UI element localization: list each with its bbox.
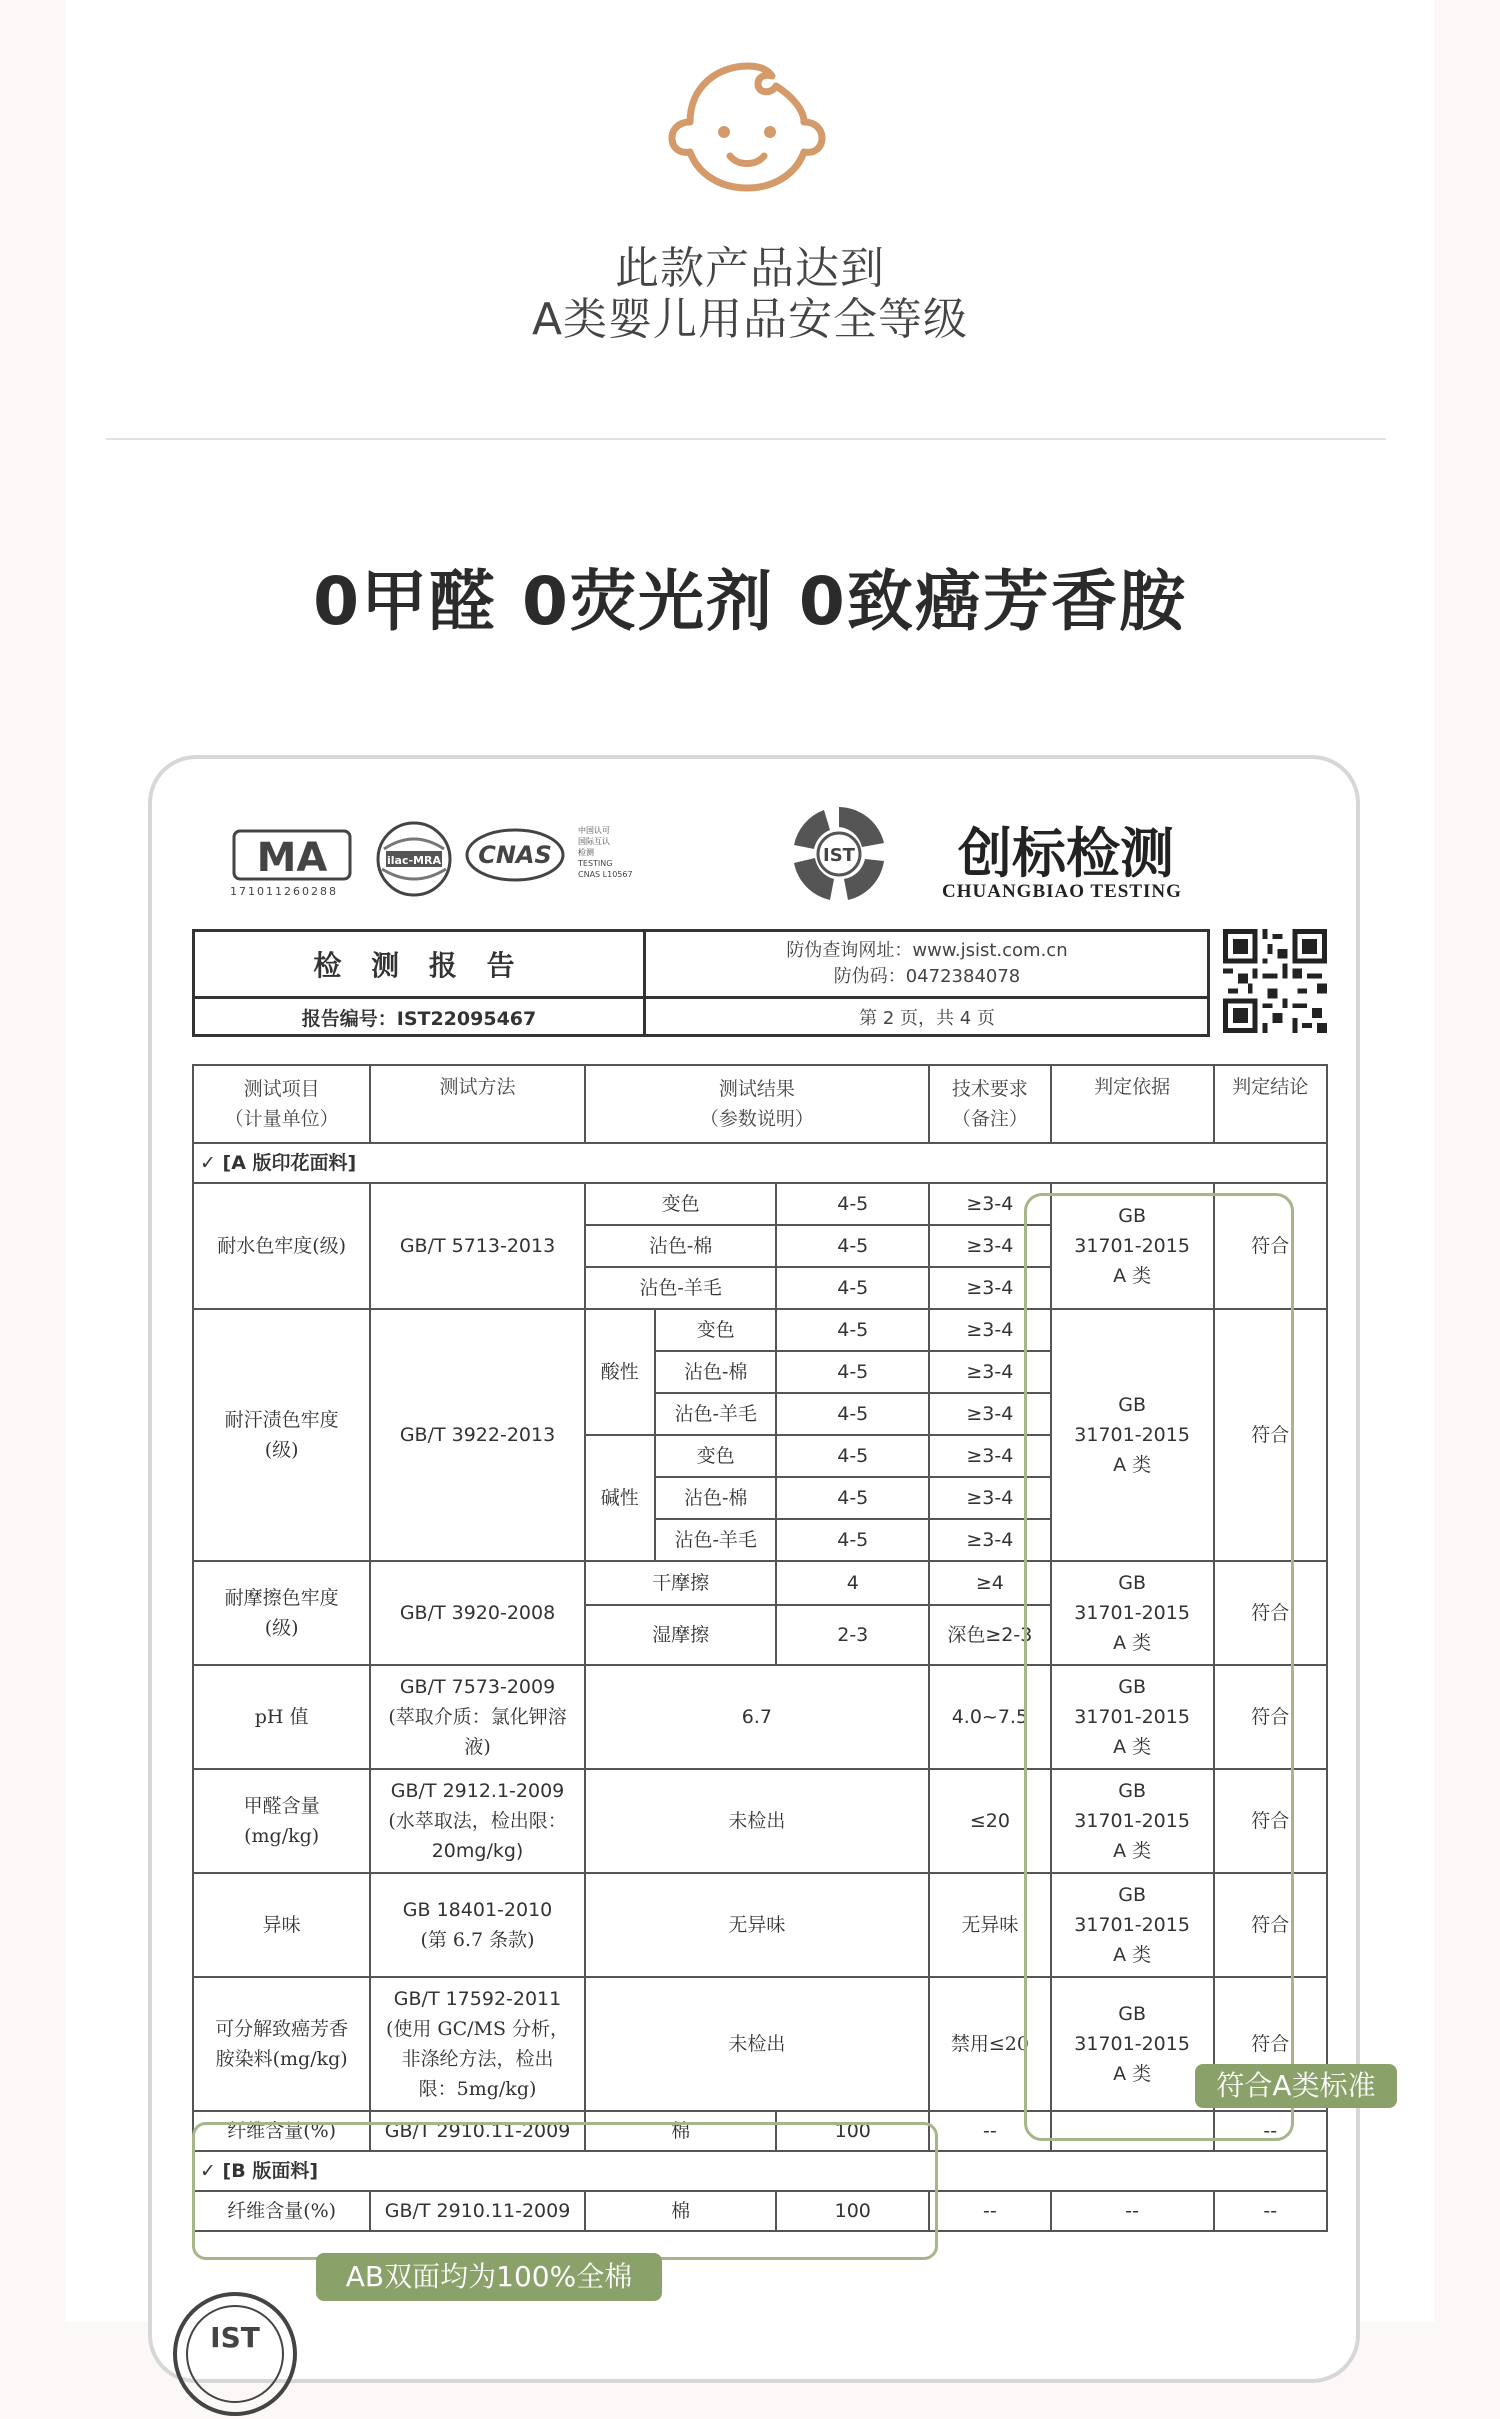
requirement-cell: ≥3-4 [929, 1477, 1051, 1519]
method-line: GB/T 17592-2011 [393, 1988, 562, 2010]
method-line: GB 18401-2010 [402, 1899, 553, 1921]
item-line: 耐汗渍色牢度 [224, 1409, 339, 1431]
method-line: 非涤纶方法，检出 [401, 2048, 554, 2070]
table-row [193, 1561, 1327, 1605]
method-odor [370, 1873, 584, 1977]
method-line: 限：5mg/kg) [418, 2078, 537, 2100]
method-line: (水萃取法，检出限： [388, 1810, 567, 1832]
item-formaldehyde [193, 1769, 370, 1873]
ist-seal-icon [170, 2289, 300, 2419]
requirement-aromatic-amine: 禁用≤20 [929, 1977, 1051, 2111]
requirement-fiber-b: -- [929, 2191, 1051, 2231]
page-canvas [66, 0, 1434, 2354]
cnas-logo-icon [464, 827, 566, 883]
slogan-heading: 0甲醛 0荧光剂 0致癌芳香胺 [313, 563, 1187, 640]
item-line: 甲醛含量 [243, 1795, 320, 1817]
basis-line: GB [1118, 2003, 1146, 2025]
table-row [193, 1977, 1327, 2111]
table-row [193, 2111, 1327, 2151]
header-cell: 判定依据 [1051, 1065, 1214, 1143]
item-line: (级) [264, 1439, 299, 1461]
header-cell-line: （参数说明） [699, 1108, 814, 1130]
cnas-note-line: CNAS L10567 [578, 870, 633, 879]
value-cell: 4-5 [776, 1519, 929, 1561]
basis-line: GB [1118, 1394, 1146, 1416]
item-fiber-a: 纤维含量(%) [193, 2111, 370, 2151]
section-label-b: ✓ [B 版面料] [193, 2151, 1327, 2191]
method-rub-fastness: GB/T 3920-2008 [370, 1561, 584, 1665]
value-cell: 4 [776, 1561, 929, 1605]
param-cell: 沾色-棉 [585, 1225, 777, 1267]
basis-line: A 类 [1113, 1454, 1152, 1476]
table-row [193, 1309, 1327, 1351]
basis-line: 31701-2015 [1074, 1810, 1190, 1832]
report-title: 检 测 报 告 [313, 949, 525, 982]
result-aromatic-amine: 未检出 [585, 1977, 929, 2111]
method-sweat-fastness: GB/T 3922-2013 [370, 1309, 584, 1561]
hero-title-line2: A类婴儿用品安全等级 [531, 294, 969, 345]
method-line: (第 6.7 条款) [420, 1929, 535, 1951]
conclusion-cell: 符合 [1214, 1183, 1327, 1309]
requirement-cell: ≥3-4 [929, 1435, 1051, 1477]
page-info: 第 2 页，共 4 页 [859, 1008, 995, 1029]
item-aromatic-amine [193, 1977, 370, 2111]
cnas-note-line: TESTING [578, 859, 613, 868]
conclusion-cell: 符合 [1214, 1309, 1327, 1561]
item-line: 可分解致癌芳香 [215, 2018, 349, 2040]
conclusion-fiber-b: -- [1214, 2191, 1327, 2231]
method-fiber-a: GB/T 2910.11-2009 [370, 2111, 584, 2151]
hero-title-line1: 此款产品达到 [615, 243, 885, 294]
param-fiber-b: 棉 [585, 2191, 777, 2231]
conclusion-cell: 符合 [1214, 1665, 1327, 1769]
qr-code-icon[interactable] [1223, 929, 1327, 1033]
param-cell: 沾色-羊毛 [655, 1519, 777, 1561]
conclusion-cell: 符合 [1214, 1977, 1327, 2111]
basis-cell [1051, 1977, 1214, 2111]
header-cell [929, 1065, 1051, 1143]
requirement-cell: ≥3-4 [929, 1393, 1051, 1435]
requirement-cell: ≥3-4 [929, 1183, 1051, 1225]
basis-line: 31701-2015 [1074, 1235, 1190, 1257]
item-line: 胺染料(mg/kg) [215, 2048, 348, 2070]
param-cell: 沾色-羊毛 [655, 1393, 777, 1435]
param-cell: 变色 [585, 1183, 777, 1225]
basis-line: 31701-2015 [1074, 2033, 1190, 2055]
table-row [193, 1665, 1327, 1769]
item-water-fastness: 耐水色牢度(级) [193, 1183, 370, 1309]
section-row-b [193, 2151, 1327, 2191]
result-formaldehyde: 未检出 [585, 1769, 929, 1873]
param-cell: 沾色-羊毛 [585, 1267, 777, 1309]
baby-face-icon [660, 52, 832, 196]
cnas-note-line: 中国认可 [578, 826, 610, 835]
ilac-mra-logo-icon [374, 819, 454, 899]
basis-line: A 类 [1113, 1632, 1152, 1654]
item-line: (mg/kg) [244, 1825, 320, 1847]
table-row [193, 1873, 1327, 1977]
method-line: GB/T 2912.1-2009 [390, 1780, 565, 1802]
basis-line: GB [1118, 1205, 1146, 1227]
param-cell: 沾色-棉 [655, 1351, 777, 1393]
header-divider [643, 932, 646, 1034]
ab-cotton-badge: AB双面均为100%全棉 [316, 2253, 662, 2301]
basis-line: A 类 [1113, 1265, 1152, 1287]
method-line: (使用 GC/MS 分析， [385, 2018, 570, 2040]
basis-fiber-b: -- [1051, 2191, 1214, 2231]
value-fiber-a: 100 [776, 2111, 929, 2151]
value-cell: 4-5 [776, 1435, 929, 1477]
anti-fake-code: 防伪码：0472384078 [833, 966, 1021, 987]
value-cell: 2-3 [776, 1605, 929, 1665]
table-row [193, 1183, 1327, 1225]
basis-cell [1051, 1183, 1214, 1309]
test-report-card [148, 755, 1376, 2383]
seal-text: IST [210, 2321, 260, 2354]
method-water-fastness: GB/T 5713-2013 [370, 1183, 584, 1309]
param-cell: 湿摩擦 [585, 1605, 777, 1665]
value-cell: 4-5 [776, 1393, 929, 1435]
value-cell: 4-5 [776, 1309, 929, 1351]
requirement-fiber-a: -- [929, 2111, 1051, 2151]
table-row [193, 1769, 1327, 1873]
method-line: 20mg/kg) [431, 1840, 524, 1862]
section-divider [106, 438, 1386, 440]
value-cell: 4-5 [776, 1183, 929, 1225]
method-fiber-b: GB/T 2910.11-2009 [370, 2191, 584, 2231]
basis-line: 31701-2015 [1074, 1914, 1190, 1936]
brand-name: 创标检测 [958, 821, 1174, 885]
test-results-table [192, 1064, 1328, 2232]
header-cell: 测试方法 [370, 1065, 584, 1143]
basis-line: 31701-2015 [1074, 1706, 1190, 1728]
item-fiber-b: 纤维含量(%) [193, 2191, 370, 2231]
method-line: 液) [464, 1736, 491, 1758]
result-odor: 无异味 [585, 1873, 929, 1977]
requirement-cell: ≥3-4 [929, 1225, 1051, 1267]
value-cell: 4-5 [776, 1351, 929, 1393]
section-row-a [193, 1143, 1327, 1183]
basis-cell [1051, 1769, 1214, 1873]
ist-logo-icon [788, 803, 890, 905]
result-ph: 6.7 [585, 1665, 929, 1769]
requirement-cell: ≥3-4 [929, 1351, 1051, 1393]
param-cell: 变色 [655, 1435, 777, 1477]
basis-line: A 类 [1113, 1736, 1152, 1758]
value-cell: 4-5 [776, 1477, 929, 1519]
conclusion-cell: 符合 [1214, 1561, 1327, 1665]
header-cell-line: 技术要求 [951, 1078, 1028, 1100]
param-cell: 沾色-棉 [655, 1477, 777, 1519]
cnas-note-line: 检测 [578, 848, 594, 857]
requirement-cell: ≥3-4 [929, 1309, 1051, 1351]
requirement-cell: 深色≥2-3 [929, 1605, 1051, 1665]
header-cell: 判定结论 [1214, 1065, 1327, 1143]
conclusion-cell: 符合 [1214, 1873, 1327, 1977]
requirement-cell: ≥3-4 [929, 1519, 1051, 1561]
basis-line: GB [1118, 1676, 1146, 1698]
conclusion-fiber-a: -- [1214, 2111, 1327, 2151]
basis-line: A 类 [1113, 2063, 1152, 2085]
basis-line: A 类 [1113, 1944, 1152, 1966]
ilac-logo-text: ilac-MRA [387, 854, 441, 867]
header-cell [585, 1065, 929, 1143]
item-line: 耐摩擦色牢度 [224, 1587, 339, 1609]
basis-fiber-a [1051, 2111, 1214, 2151]
requirement-cell: ≥4 [929, 1561, 1051, 1605]
method-line: (萃取介质：氯化钾溶 [388, 1706, 567, 1728]
value-cell: 4-5 [776, 1267, 929, 1309]
cnas-note-line: 国际互认 [578, 837, 610, 846]
item-sweat-fastness [193, 1309, 370, 1561]
item-ph: pH 值 [193, 1665, 370, 1769]
requirement-cell: ≥3-4 [929, 1267, 1051, 1309]
basis-line: GB [1118, 1884, 1146, 1906]
acid-label: 酸性 [585, 1309, 655, 1435]
section-label-a: ✓ [A 版印花面料] [193, 1143, 1327, 1183]
table-row [193, 2191, 1327, 2231]
report-header-box [192, 929, 1210, 1037]
item-rub-fastness [193, 1561, 370, 1665]
cma-logo-icon [232, 825, 352, 885]
requirement-odor: 无异味 [929, 1873, 1051, 1977]
basis-cell [1051, 1309, 1214, 1561]
value-cell: 4-5 [776, 1225, 929, 1267]
item-line: (级) [264, 1617, 299, 1639]
alkali-label: 碱性 [585, 1435, 655, 1561]
report-number: 报告编号：IST22095467 [301, 1008, 537, 1030]
param-cell: 变色 [655, 1309, 777, 1351]
cma-code: 171011260288 [230, 885, 338, 898]
method-formaldehyde [370, 1769, 584, 1873]
header-cell-line: （计量单位） [224, 1108, 339, 1130]
method-aromatic-amine [370, 1977, 584, 2111]
cma-logo-text: MA [256, 835, 328, 881]
conclusion-cell: 符合 [1214, 1769, 1327, 1873]
basis-cell [1051, 1665, 1214, 1769]
table-header-row [193, 1065, 1327, 1143]
header-cell-line: 测试结果 [718, 1078, 795, 1100]
pass-a-class-badge: 符合A类标准 [1195, 2064, 1397, 2108]
header-cell-line: 测试项目 [243, 1078, 320, 1100]
basis-line: GB [1118, 1572, 1146, 1594]
basis-cell [1051, 1561, 1214, 1665]
basis-line: 31701-2015 [1074, 1424, 1190, 1446]
basis-cell [1051, 1873, 1214, 1977]
verify-url: 防伪查询网址：www.jsist.com.cn [786, 940, 1068, 961]
basis-line: GB [1118, 1780, 1146, 1802]
ist-logo-text: IST [823, 845, 855, 866]
basis-line: A 类 [1113, 1840, 1152, 1862]
header-divider [195, 996, 1207, 999]
cnas-accreditation-note [578, 825, 633, 880]
value-fiber-b: 100 [776, 2191, 929, 2231]
basis-line: 31701-2015 [1074, 1602, 1190, 1624]
method-line: GB/T 7573-2009 [399, 1676, 556, 1698]
hero-section [66, 0, 1434, 440]
cnas-logo-text: CNAS [478, 841, 552, 869]
requirement-formaldehyde: ≤20 [929, 1769, 1051, 1873]
header-cell [193, 1065, 370, 1143]
header-cell-line: （备注） [951, 1108, 1028, 1130]
item-odor: 异味 [193, 1873, 370, 1977]
requirement-ph: 4.0~7.5 [929, 1665, 1051, 1769]
method-ph [370, 1665, 584, 1769]
param-fiber-a: 棉 [585, 2111, 777, 2151]
brand-name-en: CHUANGBIAO TESTING [942, 881, 1182, 902]
param-cell: 干摩擦 [585, 1561, 777, 1605]
